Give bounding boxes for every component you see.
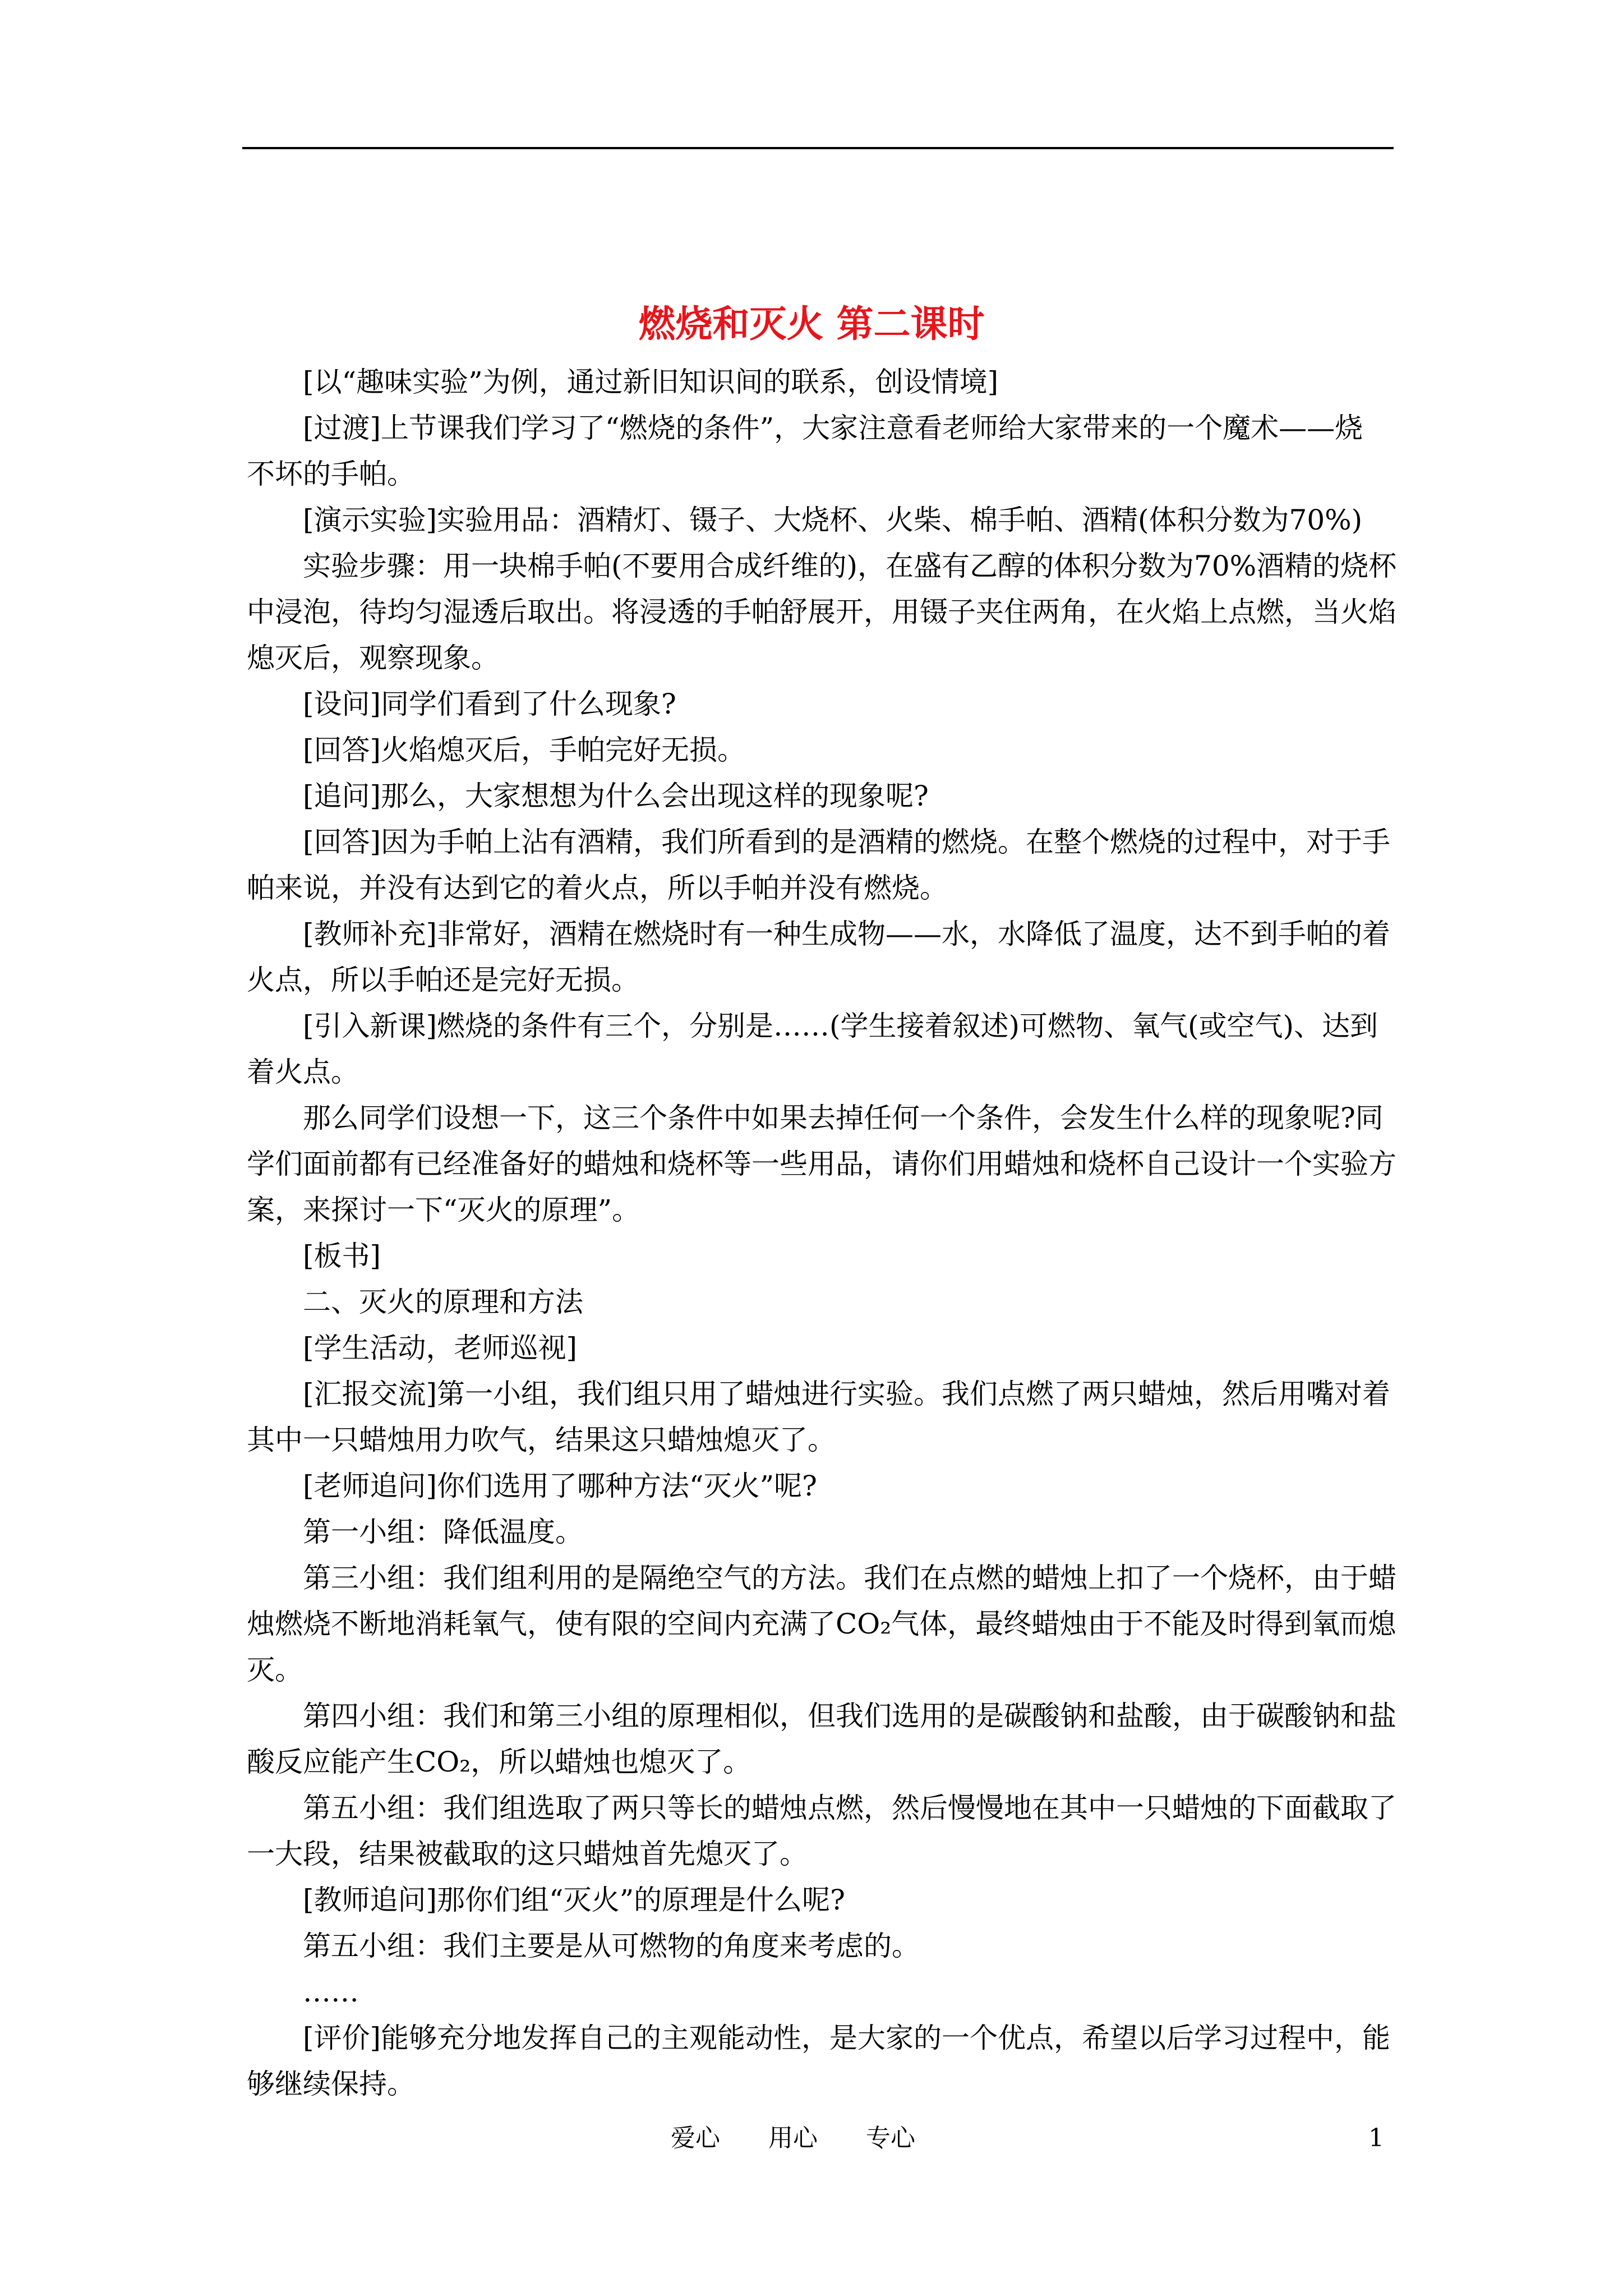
- paragraph: [演示实验]实验用品：酒精灯、镊子、大烧杯、火柴、棉手帕、酒精(体积分数为70%): [303, 504, 1363, 536]
- footer-motto-word: 用心: [768, 2124, 818, 2152]
- paragraph: [引入新课]燃烧的条件有三个，分别是……(学生接着叙述)可燃物、氧气(或空气)、达到着火点。: [247, 1010, 1378, 1088]
- paragraph: 第三小组：我们组利用的是隔绝空气的方法。我们在点燃的蜡烛上扣了一个烧杯，由于蜡烛燃烧不断地消耗氧气，使有限的空间内充满了CO₂气体，最终蜡烛由于不能及时得到氧而熄灭。: [247, 1562, 1396, 1686]
- paragraph: [以“趣味实验”为例，通过新旧知识间的联系，创设情境]: [303, 366, 999, 398]
- paragraph: [老师追问]你们选用了哪种方法“灭火”呢?: [303, 1470, 817, 1502]
- paragraph: [回答]因为手帕上沾有酒精，我们所看到的是酒精的燃烧。在整个燃烧的过程中，对于手帕来说，并没有达到它的着火点，所以手帕并没有燃烧。: [247, 826, 1391, 904]
- paragraph: [过渡]上节课我们学习了“燃烧的条件”，大家注意看老师给大家带来的一个魔术——烧: [303, 412, 1363, 444]
- paragraph: 第四小组：我们和第三小组的原理相似，但我们选用的是碳酸钠和盐酸，由于碳酸钠和盐酸反应能产生CO₂，所以蜡烛也熄灭了。: [247, 1700, 1396, 1778]
- footer-motto-word: 爱心: [671, 2124, 720, 2152]
- paragraph: 二、灭火的原理和方法: [303, 1286, 583, 1318]
- header-rule: [242, 147, 1394, 149]
- paragraph: [学生活动，老师巡视]: [303, 1332, 578, 1364]
- footer-motto-word: 专心: [866, 2124, 915, 2152]
- paragraph: [教师追问]那你们组“灭火”的原理是什么呢?: [303, 1884, 845, 1916]
- paragraph: 不坏的手帕。: [247, 458, 415, 490]
- paragraph: 实验步骤：用一块棉手帕(不要用合成纤维的)，在盛有乙醇的体积分数为70%酒精的烧杯中浸泡，待均匀湿透后取出。将浸透的手帕舒展开，用镊子夹住两角，在火焰上点燃，当火焰熄灭后，观察现象。: [247, 550, 1397, 674]
- paragraph: [教师补充]非常好，酒精在燃烧时有一种生成物——水，水降低了温度，达不到手帕的着火点，所以手帕还是完好无损。: [247, 918, 1391, 996]
- paragraph: [追问]那么，大家想想为什么会出现这样的现象呢?: [303, 780, 929, 812]
- paragraph: [评价]能够充分地发挥自己的主观能动性，是大家的一个优点，希望以后学习过程中，能够继续保持。: [247, 2022, 1391, 2100]
- document-title: 燃烧和灭火 第二课时: [638, 302, 985, 346]
- paragraph: [设问]同学们看到了什么现象?: [303, 688, 676, 720]
- paragraph: [板书]: [303, 1240, 381, 1272]
- paragraph: 第五小组：我们组选取了两只等长的蜡烛点燃，然后慢慢地在其中一只蜡烛的下面截取了一大段，结果被截取的这只蜡烛首先熄灭了。: [247, 1792, 1396, 1870]
- paragraph: 第五小组：我们主要是从可燃物的角度来考虑的。: [303, 1930, 920, 1962]
- document-body: [247, 359, 1402, 2107]
- paragraph: [汇报交流]第一小组，我们组只用了蜡烛进行实验。我们点燃了两只蜡烛，然后用嘴对着其中一只蜡烛用力吹气，结果这只蜡烛熄灭了。: [247, 1378, 1391, 1456]
- paragraph: [回答]火焰熄灭后，手帕完好无损。: [303, 734, 746, 766]
- footer-motto: [671, 2122, 915, 2155]
- paragraph: 第一小组：降低温度。: [303, 1516, 583, 1548]
- paragraph: ……: [303, 1976, 359, 2008]
- page-number: 1: [1368, 2124, 1384, 2152]
- paragraph: 那么同学们设想一下，这三个条件中如果去掉任何一个条件，会发生什么样的现象呢?同学们面前都有已经准备好的蜡烛和烧杯等一些用品，请你们用蜡烛和烧杯自己设计一个实验方案，来探讨一下“灭火的原理”。: [247, 1102, 1396, 1226]
